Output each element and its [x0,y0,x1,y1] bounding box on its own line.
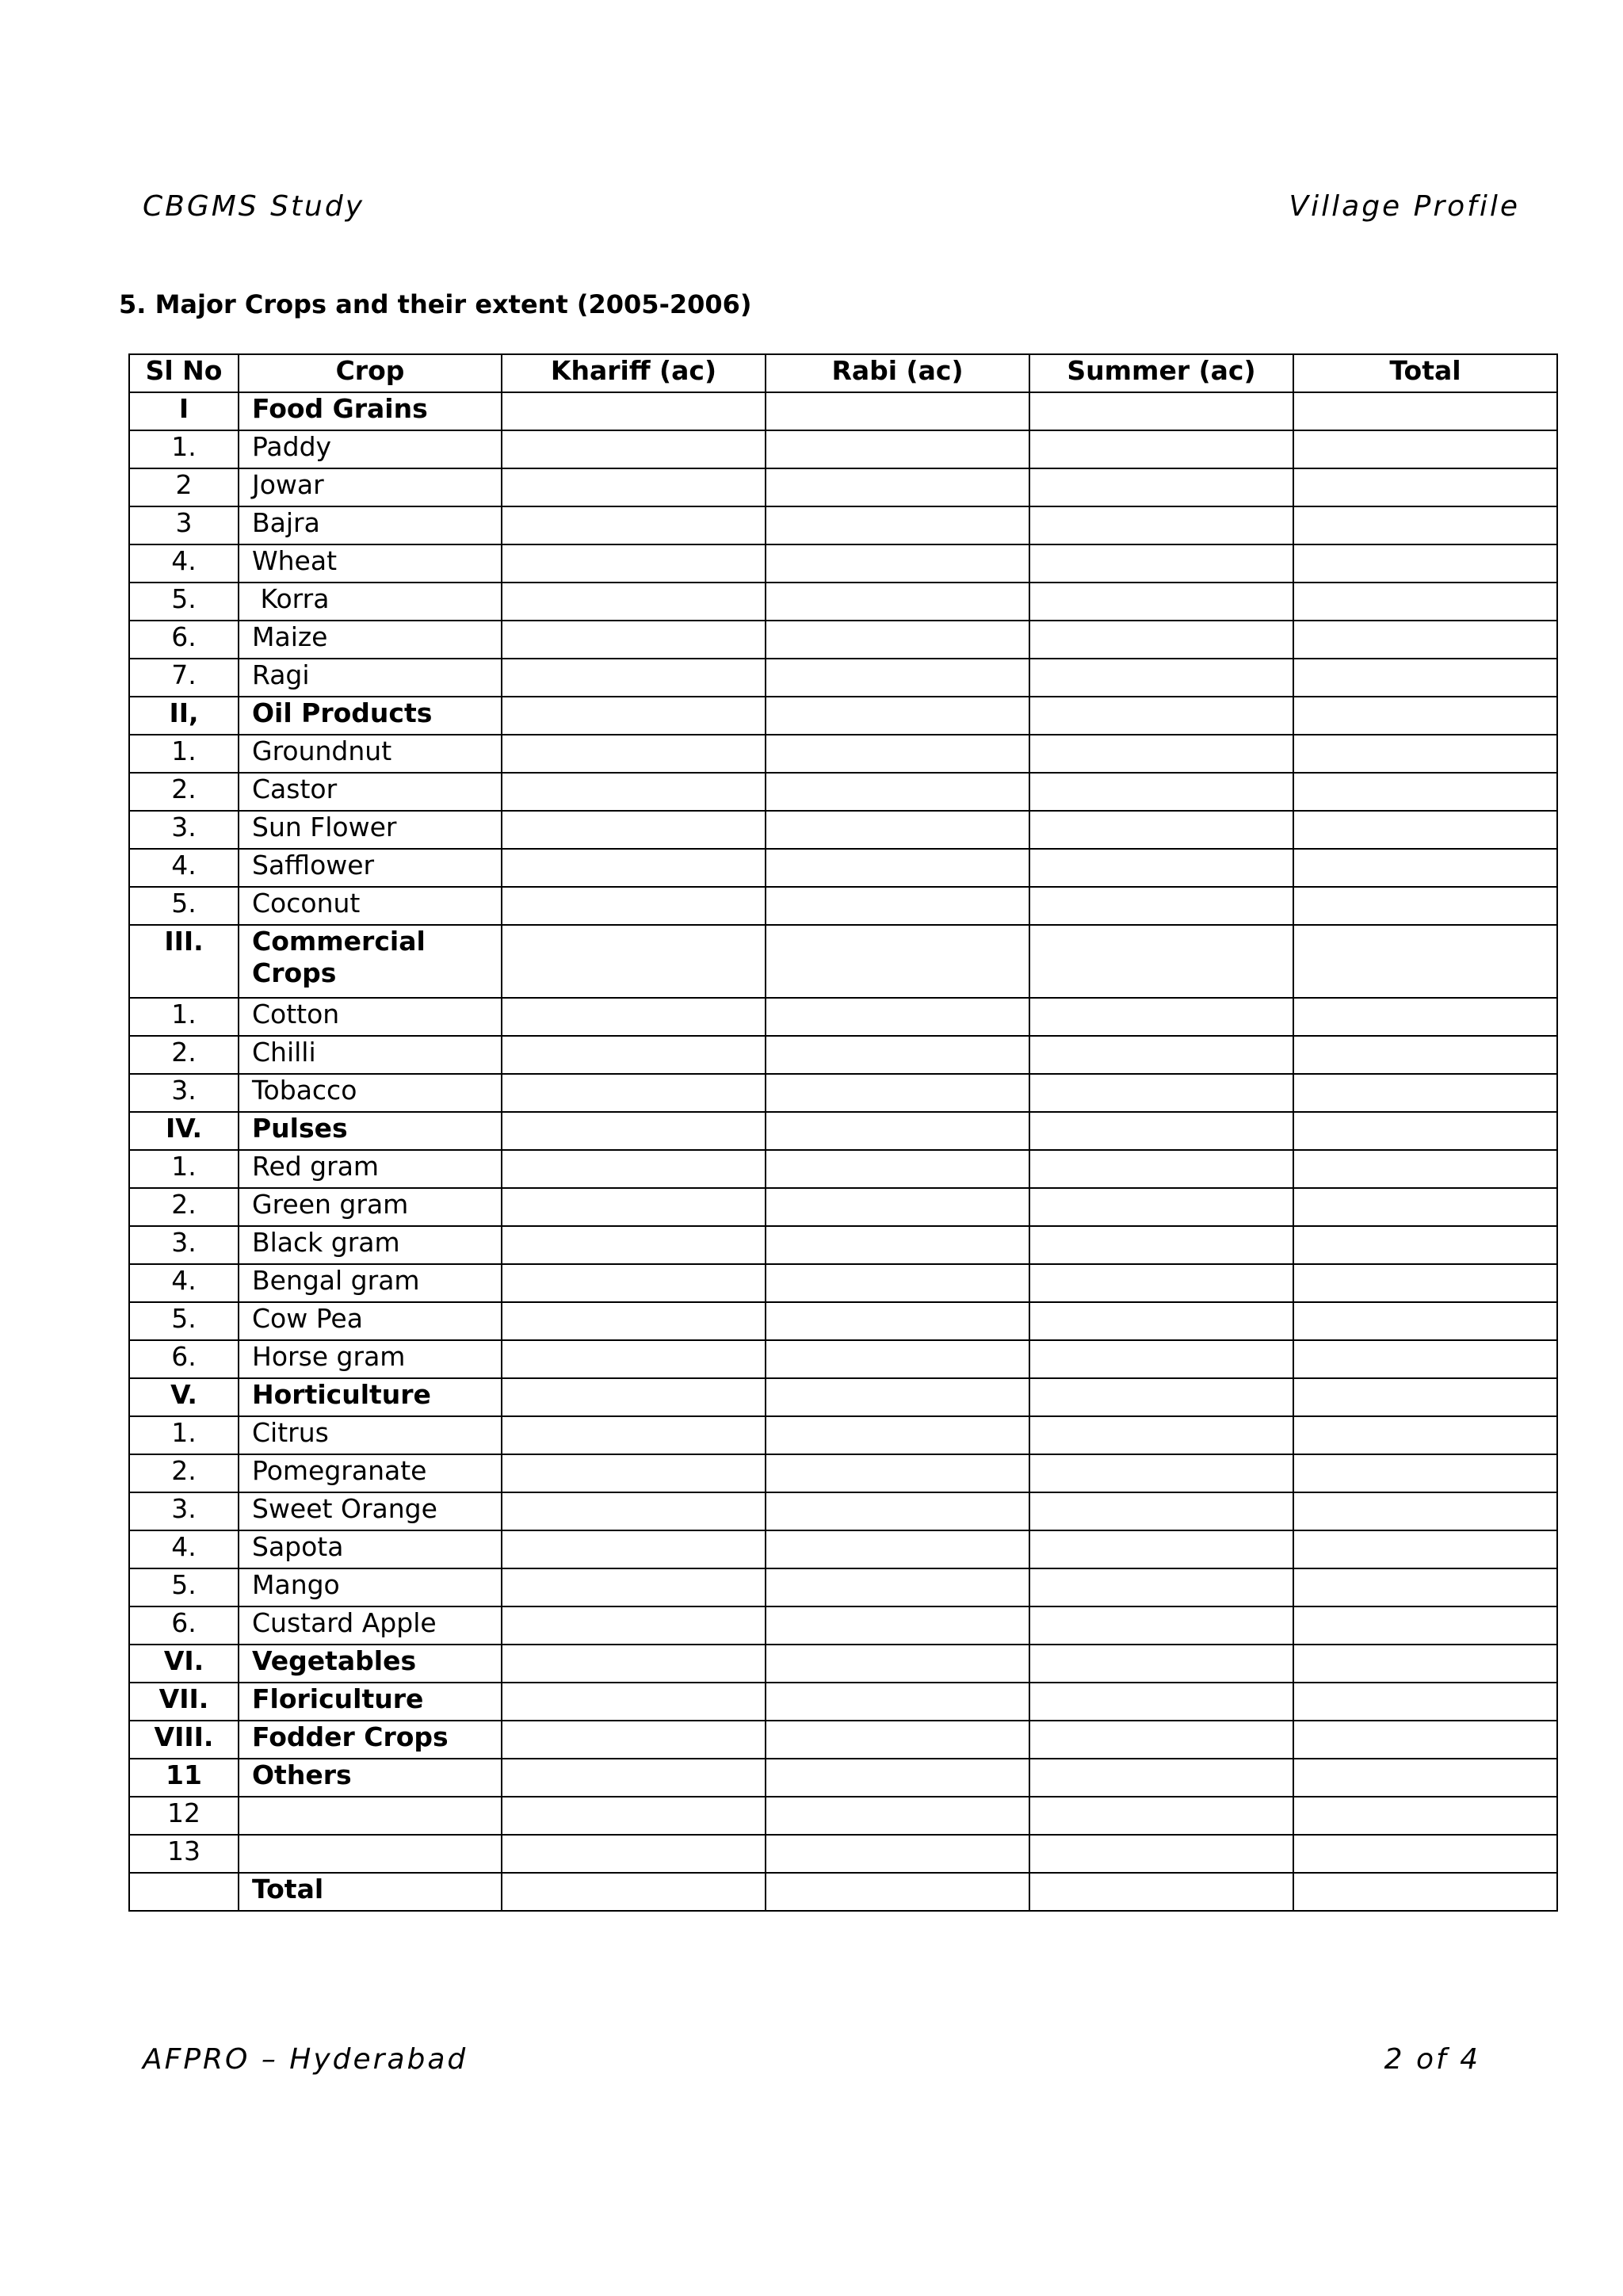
cell-summer[interactable] [1029,544,1293,583]
cell-crop: Wheat [239,544,502,583]
cell-total[interactable] [1293,1188,1557,1226]
cell-total[interactable] [1293,583,1557,621]
cell-total[interactable] [1293,659,1557,697]
cell-total[interactable] [1293,468,1557,506]
table-row [129,1530,1557,1568]
cell-crop [239,1835,502,1873]
table-row [129,1721,1557,1759]
cell-summer[interactable] [1029,1835,1293,1873]
cell-crop: Bajra [239,506,502,544]
cell-rabi[interactable] [766,1188,1029,1226]
cell-rabi[interactable] [766,1568,1029,1606]
cell-rabi[interactable] [766,506,1029,544]
table-row [129,773,1557,811]
cell-rabi[interactable] [766,1492,1029,1530]
table-body [129,392,1557,1911]
cell-khariff[interactable] [502,1873,766,1911]
cell-khariff[interactable] [502,849,766,887]
table-row [129,1188,1557,1226]
table-row [129,659,1557,697]
crops-table [128,353,1558,1912]
cell-summer[interactable] [1029,659,1293,697]
cell-crop: Black gram [239,1226,502,1264]
cell-summer[interactable] [1029,1645,1293,1683]
table-row [129,1074,1557,1112]
cell-total[interactable] [1293,887,1557,925]
table-row [129,621,1557,659]
cell-sl-no: 4. [129,849,239,887]
cell-total[interactable] [1293,998,1557,1036]
cell-total[interactable] [1293,1378,1557,1416]
cell-rabi[interactable] [766,544,1029,583]
cell-summer[interactable] [1029,1264,1293,1302]
cell-rabi[interactable] [766,1454,1029,1492]
cell-khariff[interactable] [502,773,766,811]
table-row [129,1606,1557,1645]
cell-total[interactable] [1293,1340,1557,1378]
cell-crop: Horticulture [239,1378,502,1416]
cell-khariff[interactable] [502,1036,766,1074]
cell-crop: Castor [239,773,502,811]
cell-rabi[interactable] [766,1683,1029,1721]
cell-crop: Mango [239,1568,502,1606]
cell-sl-no: 2. [129,773,239,811]
cell-total[interactable] [1293,849,1557,887]
cell-khariff[interactable] [502,1340,766,1378]
cell-total[interactable] [1293,1568,1557,1606]
cell-sl-no: II, [129,697,239,735]
section-title: 5. Major Crops and their extent (2005-2006) [119,289,752,319]
cell-khariff[interactable] [502,998,766,1036]
cell-crop: Paddy [239,430,502,468]
cell-rabi[interactable] [766,621,1029,659]
cell-total[interactable] [1293,392,1557,430]
table-row [129,1492,1557,1530]
col-header-summer: Summer (ac) [1029,354,1293,392]
footer-right: 2 of 4 [1384,2043,1480,2076]
cell-total[interactable] [1293,1416,1557,1454]
cell-khariff[interactable] [502,1759,766,1797]
table-row [129,468,1557,506]
cell-total[interactable] [1293,1530,1557,1568]
cell-rabi[interactable] [766,1873,1029,1911]
table-row [129,430,1557,468]
table-row [129,1340,1557,1378]
footer-left: AFPRO – Hyderabad [143,2043,468,2076]
cell-khariff[interactable] [502,925,766,998]
cell-summer[interactable] [1029,811,1293,849]
cell-sl-no: VIII. [129,1721,239,1759]
cell-summer[interactable] [1029,1797,1293,1835]
table-row [129,1568,1557,1606]
cell-rabi[interactable] [766,811,1029,849]
cell-rabi[interactable] [766,1797,1029,1835]
cell-total[interactable] [1293,1683,1557,1721]
cell-summer[interactable] [1029,1873,1293,1911]
cell-rabi[interactable] [766,1302,1029,1340]
cell-rabi[interactable] [766,1036,1029,1074]
cell-sl-no: V. [129,1378,239,1416]
cell-rabi[interactable] [766,998,1029,1036]
table-row [129,392,1557,430]
cell-sl-no: 3 [129,506,239,544]
cell-khariff[interactable] [502,1721,766,1759]
col-header-crop: Crop [239,354,502,392]
cell-sl-no: 4. [129,1530,239,1568]
cell-rabi[interactable] [766,1112,1029,1150]
cell-sl-no: 2 [129,468,239,506]
cell-sl-no [129,1873,239,1911]
cell-summer[interactable] [1029,1759,1293,1797]
cell-rabi[interactable] [766,1264,1029,1302]
table-row [129,1302,1557,1340]
cell-khariff[interactable] [502,659,766,697]
cell-crop: Sun Flower [239,811,502,849]
cell-crop: Floriculture [239,1683,502,1721]
cell-total[interactable] [1293,1264,1557,1302]
cell-summer[interactable] [1029,1568,1293,1606]
table-row [129,1645,1557,1683]
cell-rabi[interactable] [766,887,1029,925]
table-row [129,1683,1557,1721]
cell-summer[interactable] [1029,621,1293,659]
cell-sl-no: IV. [129,1112,239,1150]
cell-sl-no: 5. [129,887,239,925]
cell-crop: Vegetables [239,1645,502,1683]
cell-crop: Red gram [239,1150,502,1188]
cell-khariff[interactable] [502,1416,766,1454]
table-header-row [129,354,1557,392]
cell-rabi[interactable] [766,1721,1029,1759]
cell-crop: Groundnut [239,735,502,773]
cell-rabi[interactable] [766,468,1029,506]
cell-sl-no: 11 [129,1759,239,1797]
cell-summer[interactable] [1029,1226,1293,1264]
col-header-khariff: Khariff (ac) [502,354,766,392]
cell-summer[interactable] [1029,1378,1293,1416]
cell-total[interactable] [1293,773,1557,811]
cell-crop: Pulses [239,1112,502,1150]
table-row [129,849,1557,887]
cell-summer[interactable] [1029,1340,1293,1378]
cell-rabi[interactable] [766,430,1029,468]
cell-rabi[interactable] [766,1226,1029,1264]
cell-khariff[interactable] [502,1226,766,1264]
cell-total[interactable] [1293,925,1557,998]
cell-crop: Jowar [239,468,502,506]
cell-crop: Others [239,1759,502,1797]
cell-total[interactable] [1293,697,1557,735]
cell-khariff[interactable] [502,1188,766,1226]
cell-summer[interactable] [1029,392,1293,430]
cell-sl-no: 5. [129,583,239,621]
cell-rabi[interactable] [766,1606,1029,1645]
col-header-total: Total [1293,354,1557,392]
cell-sl-no: III. [129,925,239,998]
table-row [129,887,1557,925]
cell-crop: Fodder Crops [239,1721,502,1759]
cell-khariff[interactable] [502,1606,766,1645]
cell-crop: Tobacco [239,1074,502,1112]
table-row [129,1150,1557,1188]
cell-rabi[interactable] [766,773,1029,811]
cell-summer[interactable] [1029,925,1293,998]
cell-summer[interactable] [1029,1188,1293,1226]
cell-total[interactable] [1293,1873,1557,1911]
col-header-sl-no: Sl No [129,354,239,392]
cell-sl-no: 3. [129,1074,239,1112]
table-row [129,1454,1557,1492]
cell-khariff[interactable] [502,887,766,925]
cell-summer[interactable] [1029,887,1293,925]
table-row [129,1036,1557,1074]
cell-crop: Pomegranate [239,1454,502,1492]
cell-khariff[interactable] [502,621,766,659]
col-header-rabi: Rabi (ac) [766,354,1029,392]
cell-summer[interactable] [1029,583,1293,621]
cell-sl-no: 4. [129,1264,239,1302]
header-left: CBGMS Study [143,190,365,223]
cell-khariff[interactable] [502,1302,766,1340]
cell-khariff[interactable] [502,1150,766,1188]
cell-crop: Commercial Crops [239,925,502,998]
cell-khariff[interactable] [502,1112,766,1150]
cell-sl-no: 4. [129,544,239,583]
cell-khariff[interactable] [502,506,766,544]
cell-summer[interactable] [1029,1721,1293,1759]
cell-summer[interactable] [1029,735,1293,773]
cell-total[interactable] [1293,1797,1557,1835]
cell-sl-no: 1. [129,1150,239,1188]
cell-khariff[interactable] [502,1454,766,1492]
cell-sl-no: 2. [129,1036,239,1074]
cell-total[interactable] [1293,621,1557,659]
cell-summer[interactable] [1029,1074,1293,1112]
cell-total[interactable] [1293,811,1557,849]
table-row [129,697,1557,735]
cell-total[interactable] [1293,1645,1557,1683]
cell-rabi[interactable] [766,1378,1029,1416]
cell-sl-no: 12 [129,1797,239,1835]
cell-sl-no: VI. [129,1645,239,1683]
cell-crop: Sweet Orange [239,1492,502,1530]
cell-sl-no: 3. [129,1226,239,1264]
cell-crop: Citrus [239,1416,502,1454]
cell-khariff[interactable] [502,1492,766,1530]
cell-summer[interactable] [1029,1302,1293,1340]
cell-rabi[interactable] [766,1150,1029,1188]
cell-summer[interactable] [1029,1112,1293,1150]
cell-khariff[interactable] [502,697,766,735]
cell-khariff[interactable] [502,468,766,506]
table-row [129,1835,1557,1873]
cell-total[interactable] [1293,1606,1557,1645]
cell-rabi[interactable] [766,697,1029,735]
table-row [129,1112,1557,1150]
cell-summer[interactable] [1029,1150,1293,1188]
cell-sl-no: 2. [129,1454,239,1492]
cell-crop: Safflower [239,849,502,887]
cell-total[interactable] [1293,1150,1557,1188]
cell-rabi[interactable] [766,925,1029,998]
cell-sl-no: 6. [129,621,239,659]
cell-sl-no: 6. [129,1340,239,1378]
cell-crop: Custard Apple [239,1606,502,1645]
cell-khariff[interactable] [502,1645,766,1683]
cell-rabi[interactable] [766,1759,1029,1797]
table-row [129,1416,1557,1454]
cell-khariff[interactable] [502,392,766,430]
cell-sl-no: 5. [129,1302,239,1340]
cell-khariff[interactable] [502,544,766,583]
cell-total[interactable] [1293,1036,1557,1074]
table-row [129,1797,1557,1835]
cell-total[interactable] [1293,1112,1557,1150]
cell-rabi[interactable] [766,849,1029,887]
cell-summer[interactable] [1029,998,1293,1036]
cell-summer[interactable] [1029,468,1293,506]
cell-khariff[interactable] [502,735,766,773]
cell-khariff[interactable] [502,1264,766,1302]
cell-crop: Food Grains [239,392,502,430]
cell-crop: Total [239,1873,502,1911]
cell-summer[interactable] [1029,1530,1293,1568]
cell-sl-no: 1. [129,998,239,1036]
cell-rabi[interactable] [766,735,1029,773]
table-row [129,583,1557,621]
cell-total[interactable] [1293,506,1557,544]
cell-total[interactable] [1293,735,1557,773]
cell-total[interactable] [1293,1454,1557,1492]
cell-total[interactable] [1293,1759,1557,1797]
cell-sl-no: 6. [129,1606,239,1645]
table-row [129,925,1557,998]
cell-sl-no: 1. [129,1416,239,1454]
cell-sl-no: I [129,392,239,430]
cell-khariff[interactable] [502,1835,766,1873]
cell-total[interactable] [1293,1492,1557,1530]
cell-rabi[interactable] [766,1645,1029,1683]
table-row [129,1226,1557,1264]
cell-crop: Horse gram [239,1340,502,1378]
table-row [129,1873,1557,1911]
table-row [129,735,1557,773]
cell-crop: Maize [239,621,502,659]
cell-khariff[interactable] [502,811,766,849]
cell-summer[interactable] [1029,1036,1293,1074]
cell-rabi[interactable] [766,1530,1029,1568]
cell-sl-no: 1. [129,735,239,773]
cell-summer[interactable] [1029,1416,1293,1454]
cell-khariff[interactable] [502,1530,766,1568]
cell-khariff[interactable] [502,430,766,468]
cell-total[interactable] [1293,544,1557,583]
table-row [129,506,1557,544]
cell-summer[interactable] [1029,697,1293,735]
cell-rabi[interactable] [766,1416,1029,1454]
cell-crop: Cow Pea [239,1302,502,1340]
cell-total[interactable] [1293,1302,1557,1340]
cell-crop: Chilli [239,1036,502,1074]
cell-crop: Cotton [239,998,502,1036]
cell-sl-no: VII. [129,1683,239,1721]
cell-total[interactable] [1293,1721,1557,1759]
cell-khariff[interactable] [502,583,766,621]
cell-sl-no: 5. [129,1568,239,1606]
table-row [129,1759,1557,1797]
cell-summer[interactable] [1029,849,1293,887]
cell-khariff[interactable] [502,1797,766,1835]
cell-summer[interactable] [1029,1606,1293,1645]
cell-crop: Bengal gram [239,1264,502,1302]
table-row [129,1264,1557,1302]
cell-sl-no: 2. [129,1188,239,1226]
cell-sl-no: 13 [129,1835,239,1873]
cell-sl-no: 3. [129,811,239,849]
cell-sl-no: 3. [129,1492,239,1530]
table-row [129,544,1557,583]
cell-total[interactable] [1293,1226,1557,1264]
cell-rabi[interactable] [766,583,1029,621]
cell-crop: Sapota [239,1530,502,1568]
table-row [129,1378,1557,1416]
cell-summer[interactable] [1029,430,1293,468]
cell-crop: Coconut [239,887,502,925]
cell-crop: Ragi [239,659,502,697]
header-right: Village Profile [1289,190,1520,223]
cell-sl-no: 7. [129,659,239,697]
cell-total[interactable] [1293,1074,1557,1112]
cell-rabi[interactable] [766,659,1029,697]
cell-rabi[interactable] [766,1835,1029,1873]
cell-summer[interactable] [1029,1492,1293,1530]
cell-summer[interactable] [1029,1683,1293,1721]
table-row [129,811,1557,849]
cell-rabi[interactable] [766,1340,1029,1378]
cell-summer[interactable] [1029,1454,1293,1492]
cell-rabi[interactable] [766,1074,1029,1112]
cell-crop: Green gram [239,1188,502,1226]
cell-total[interactable] [1293,1835,1557,1873]
cell-khariff[interactable] [502,1568,766,1606]
cell-khariff[interactable] [502,1683,766,1721]
cell-crop: Korra [239,583,502,621]
cell-khariff[interactable] [502,1074,766,1112]
cell-sl-no: 1. [129,430,239,468]
cell-crop [239,1797,502,1835]
cell-rabi[interactable] [766,392,1029,430]
cell-crop: Oil Products [239,697,502,735]
cell-total[interactable] [1293,430,1557,468]
table-row [129,998,1557,1036]
cell-summer[interactable] [1029,773,1293,811]
cell-khariff[interactable] [502,1378,766,1416]
cell-summer[interactable] [1029,506,1293,544]
